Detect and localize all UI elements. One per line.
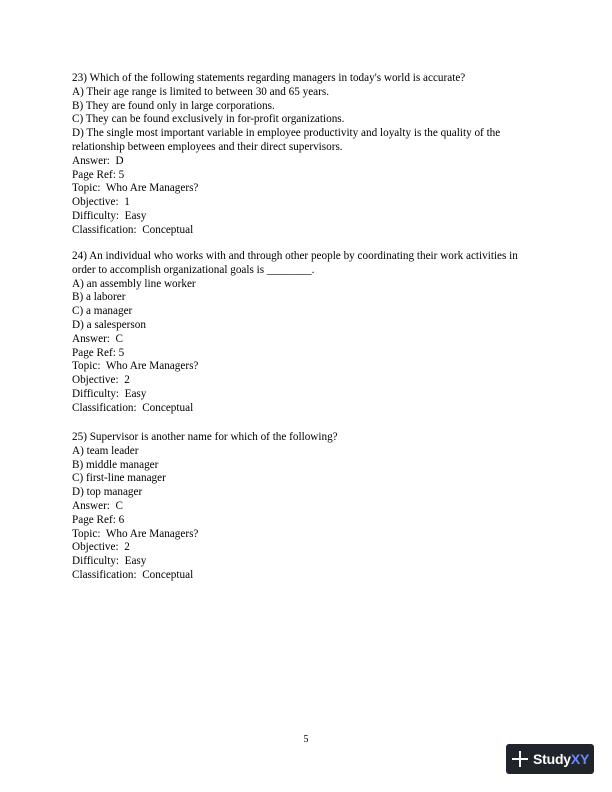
answer: Answer: C [72,332,123,345]
objective: Objective: 2 [72,374,130,387]
difficulty: Difficulty: Easy [72,555,147,568]
page-number: 5 [303,734,309,745]
topic: Topic: Who Are Managers? [72,527,199,540]
option-c: C) They can be found exclusively in for-profit organizations. [72,113,345,126]
question-25 [72,431,542,583]
option-a: A) Their age range is limited to between 30 and 65 years. [72,85,330,98]
page-ref: Page Ref: 5 [72,168,125,181]
brand-accent: XY [570,751,590,767]
classification: Classification: Conceptual [72,401,194,414]
question-23 [72,72,542,238]
brand-main: Study [533,751,571,767]
topic: Topic: Who Are Managers? [72,360,199,373]
brand-name [533,751,589,767]
option-d: D) The single most important variable in employee productivity and loyalty is the quality of the relationship between employees and their direct supervisors. [72,127,501,153]
studyxy-badge[interactable] [506,744,594,774]
option-c: C) a manager [72,305,133,318]
page-ref: Page Ref: 6 [72,513,125,526]
option-a: A) an assembly line worker [72,277,196,290]
option-d: D) top manager [72,486,143,499]
objective: Objective: 1 [72,196,130,209]
option-b: B) They are found only in large corporations. [72,99,275,112]
question-stem: 23) Which of the following statements regarding managers in today's world is accurate? [72,72,466,84]
plus-icon [512,751,528,767]
question-24 [72,250,542,416]
option-c: C) first-line manager [72,472,166,485]
classification: Classification: Conceptual [72,223,194,236]
option-a: A) team leader [72,444,139,457]
difficulty: Difficulty: Easy [72,209,147,222]
option-d: D) a salesperson [72,318,146,331]
question-stem: 24) An individual who works with and through other people by coordinating their work activities in order to accomplish organizational goals is ________. [72,250,518,276]
topic: Topic: Who Are Managers? [72,182,199,195]
classification: Classification: Conceptual [72,568,194,581]
option-b: B) middle manager [72,458,159,471]
question-stem: 25) Supervisor is another name for which of the following? [72,431,338,443]
option-b: B) a laborer [72,291,126,304]
answer: Answer: D [72,154,124,167]
difficulty: Difficulty: Easy [72,387,147,400]
page-ref: Page Ref: 5 [72,346,125,359]
objective: Objective: 2 [72,541,130,554]
answer: Answer: C [72,499,123,512]
